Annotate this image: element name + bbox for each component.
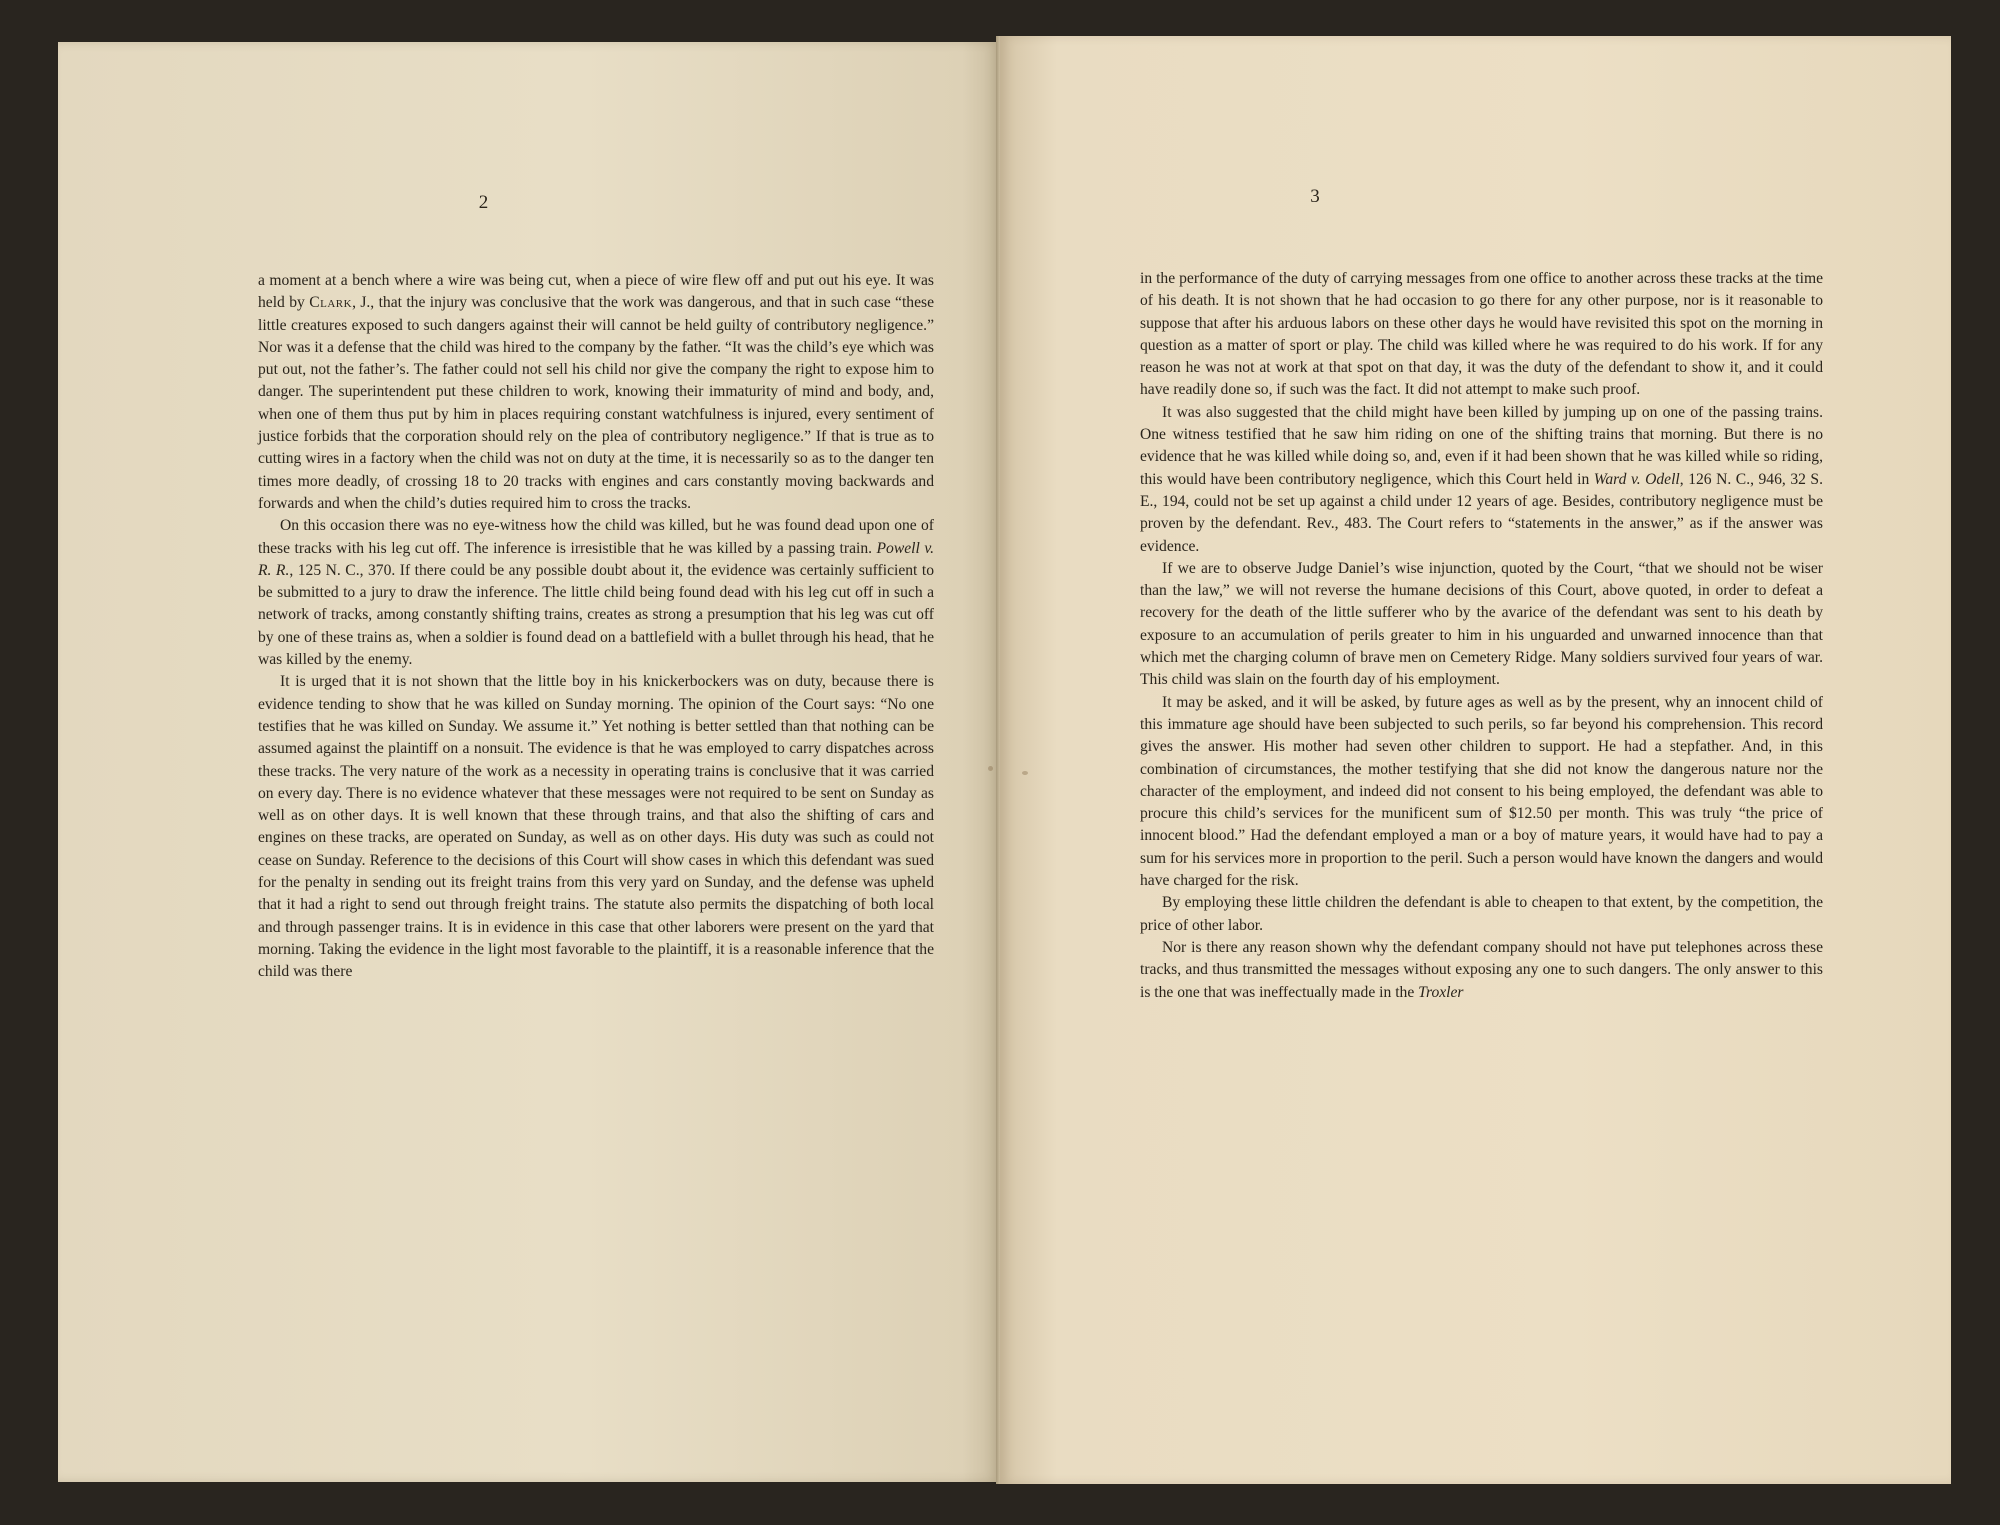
text-run: By employing these little children the defendant is able to cheapen to that extent, by the competition, the price of other labor. bbox=[1140, 894, 1823, 934]
text-run: Nor is there any reason shown why the defendant company should not have put telephones across these tracks, and thus transmitted the messages without exposing any one to such dangers. The only answer to this is the one that was ineffectually made in the bbox=[1140, 938, 1823, 1001]
text-run: , J., that the injury was conclusive that the work was dangerous, and that in such case “these little creatures exposed to such dangers against their will cannot be held guilty of contributory negligence.” Nor was it a defense that the child was hired to the company by the father. “It was the child’s eye which was put out, not the father’s. The father could not sell his child nor give the company the right to expose him to danger. The superintendent put these children to work, knowing their immaturity of mind and body, and, when one of them thus put by him in places requiring constant watchfulness is injured, every sentiment of justice forbids that the corporation should rely on the plea of contributory negligence.” If that is true as to cutting wires in a factory when the child was not on duty at the time, it is necessarily so as to the danger ten times more deadly, of crossing 18 to 20 tracks with engines and cars constantly moving backwards and forwards and when the child’s duties required him to cross the tracks. bbox=[258, 294, 934, 512]
right-page bbox=[1000, 36, 1951, 1484]
page-number: 3 bbox=[1310, 186, 1321, 207]
paragraph bbox=[1140, 892, 1823, 937]
text-run: It may be asked, and it will be asked, by future ages as well as by the present, why an innocent child of this immature age should have been subjected to such perils, so far beyond his comprehension. This record gives the answer. His mother had seven other children to support. He had a stepfather. And, in this combination of circumstances, the mother testifying that she did not know the dangerous nature nor the character of the employment, and indeed did not consent to his being employed, the defendant was able to procure this child’s services for the munificent sum of $12.50 per month. This was truly “the price of innocent blood.” Had the defendant employed a man or a boy of mature years, it would have had to pay a sum for his services more in proportion to the peril. Such a person would have known the dangers and would have charged for the risk. bbox=[1140, 693, 1823, 890]
text-run: , 126 N. C., 946, 32 S. E., 194, could not be set up against a child under 12 years of age. Besides, contributory negligence must be proven by the defendant. Rev., 483. The Court refers to “statements in the answer,” as if the answer was evidence. bbox=[1140, 470, 1824, 555]
paragraph bbox=[258, 270, 934, 515]
paragraph bbox=[258, 515, 934, 671]
paragraph bbox=[258, 671, 934, 983]
page-body-text bbox=[1140, 268, 1823, 1004]
text-run: If we are to observe Judge Daniel’s wise injunction, quoted by the Court, “that we should not be wiser than the law,” we will not reverse the humane decisions of this Court, above quoted, in order to defeat a recovery for the death of the little sufferer who by the avarice of the defendant was sent to his death by exposure to an accumulation of perils greater to him in his unguarded and unwarned innocence than that which met the charging column of brave men on Cemetery Ridge. Many soldiers survived four years of war. This child was slain on the fourth day of his employment. bbox=[1140, 559, 1823, 689]
small-caps-name: Clark bbox=[309, 294, 353, 312]
case-citation: Troxler bbox=[1418, 983, 1464, 1001]
paper-blemish bbox=[1022, 771, 1028, 775]
text-run: It was also suggested that the child might have been killed by jumping up on one of the passing trains. One witness testified that he saw him riding on one of the shifting trains that morning. But there is no evidence that he was killed while doing so, and, even if it had been shown that he was killed while so riding, this would have been contributory negligence, which this Court held in bbox=[1140, 403, 1823, 488]
text-run: a moment at a bench where a wire was being cut, when a piece of wire flew off and put out his eye. It was held by bbox=[258, 272, 934, 312]
page-body-text bbox=[258, 270, 934, 984]
case-citation: Ward v. Odell bbox=[1593, 470, 1680, 488]
paragraph bbox=[1140, 937, 1823, 1004]
text-run: On this occasion there was no eye-witness how the child was killed, but he was found dead upon one of these tracks with his leg cut off. The inference is irresistible that he was killed by a passing train. bbox=[258, 517, 934, 557]
text-run: , 125 N. C., 370. If there could be any possible doubt about it, the evidence was certainly sufficient to be submitted to a jury to draw the inference. The little child being found dead with his leg cut off in such a network of tracks, among constantly shifting trains, creates as strong a presumption that his leg was cut off by one of these trains as, when a soldier is found dead on a battlefield with a bullet through his head, that he was killed by the enemy. bbox=[258, 561, 934, 669]
case-citation: Powell v. R. R. bbox=[258, 539, 935, 579]
paragraph bbox=[1140, 558, 1823, 692]
page-number: 2 bbox=[478, 192, 490, 213]
left-page bbox=[58, 42, 1000, 1482]
paragraph bbox=[1140, 268, 1823, 402]
paper-blemish bbox=[988, 766, 993, 771]
text-run: in the performance of the duty of carrying messages from one office to another across these tracks at the time of his death. It is not shown that he had occasion to go there for any other purpose, nor is it reasonable to suppose that after his arduous labors on these other days he would have revisited this spot on the morning in question as a matter of sport or play. The child was killed where he was required to do his work. If for any reason he was not at work at that spot on that day, it was the duty of the defendant to show it, and it could have readily done so, if such was the fact. It did not attempt to make such proof. bbox=[1140, 270, 1823, 399]
text-run: It is urged that it is not shown that the little boy in his knickerbockers was on duty, because there is evidence tending to show that he was killed on Sunday morning. The opinion of the Court says: “No one testifies that he was killed on Sunday. We assume it.” Yet nothing is better settled than that nothing can be assumed against the plaintiff on a nonsuit. The evidence is that he was employed to carry dispatches across these tracks. The very nature of the work as a necessity in operating trains is conclusive that it was carried on every day. There is no evidence whatever that these messages were not required to be sent on Sunday as well as on other days. It is well known that these through trains, and that also the shifting of cars and engines on these tracks, are operated on Sunday, as well as on other days. His duty was such as could not cease on Sunday. Reference to the decisions of this Court will show cases in which this defendant was sued for the penalty in sending out its freight trains from this very yard on Sunday, and the defense was upheld that it had a right to send out through freight trains. The statute also permits the dispatching of both local and through passenger trains. It is in evidence in this case that other laborers were present on the yard that morning. Taking the evidence in the light most favorable to the plaintiff, it is a reasonable inference that the child was there bbox=[258, 673, 934, 981]
paragraph bbox=[1140, 692, 1823, 893]
paragraph bbox=[1140, 402, 1823, 558]
